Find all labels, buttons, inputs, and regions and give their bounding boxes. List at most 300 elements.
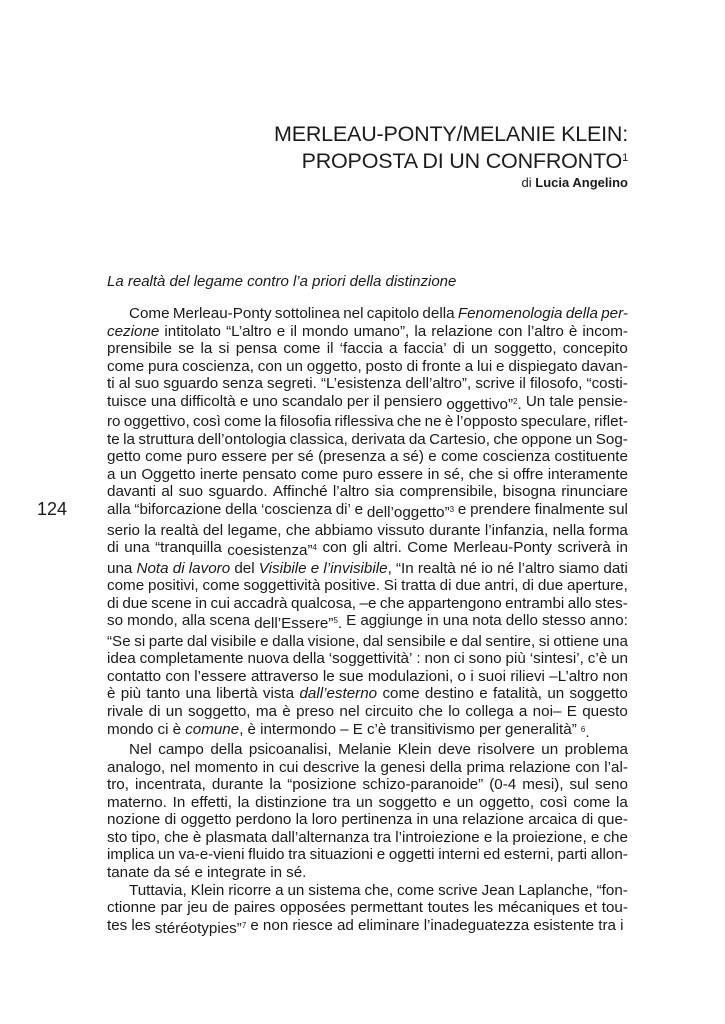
word: come (441, 448, 479, 466)
word: libertà (216, 685, 258, 703)
word: Laplanche, (518, 881, 593, 899)
word: è (247, 720, 256, 738)
word: un (287, 881, 305, 899)
word: cui (210, 594, 230, 612)
word: suo (178, 483, 204, 501)
word: è (192, 828, 202, 846)
word: di (452, 340, 465, 358)
word: tra (332, 793, 351, 811)
word: uno (252, 392, 278, 410)
word: io (481, 559, 493, 577)
word: visione, (307, 632, 360, 650)
article-title (274, 122, 628, 173)
word: come (107, 577, 145, 595)
word: come (202, 577, 240, 595)
footnote-ref: 5 (333, 616, 338, 626)
word: coscienza (482, 448, 551, 466)
word: riflessiva (334, 413, 394, 431)
word: dell’Essere”$^5$. (254, 615, 343, 633)
word: speculare, (520, 413, 591, 431)
word: tra (373, 828, 392, 846)
word: come (382, 685, 420, 703)
text-line (107, 448, 628, 466)
text-line (107, 633, 628, 651)
word: al (161, 483, 174, 501)
word: dall’esterno (299, 685, 378, 703)
word: suoi (478, 667, 506, 685)
word: un (286, 357, 303, 375)
word: attraverso (250, 667, 319, 685)
word: sue (339, 667, 364, 685)
word: costituente (554, 448, 628, 466)
word: que- (597, 811, 628, 829)
word: tro, (107, 776, 129, 794)
word: pensiero (383, 392, 443, 410)
word: allon- (590, 846, 628, 864)
word: rinunciare (561, 483, 628, 501)
word: campo (158, 741, 204, 759)
byline (274, 175, 628, 190)
word: e (310, 559, 320, 577)
word: E (566, 703, 577, 721)
word: c’è (366, 720, 387, 738)
text-line (107, 577, 628, 595)
word: lavoro (188, 559, 231, 577)
word: E (346, 612, 357, 630)
word: Un (525, 392, 546, 410)
word: mondo (107, 720, 154, 738)
text-line (107, 668, 628, 686)
word: un (157, 846, 175, 864)
word: della (422, 305, 455, 322)
word: serio (107, 521, 140, 539)
word: che (418, 703, 443, 721)
word: Visibile (258, 559, 307, 577)
word: l’altro (518, 559, 555, 577)
word: oggetto, (306, 357, 362, 375)
word: la (496, 828, 509, 846)
word: per (346, 392, 369, 410)
word: oggettivo, (123, 413, 190, 431)
article-header (274, 122, 628, 190)
word: oggetto (180, 811, 232, 829)
word: come (145, 448, 183, 466)
text-line (107, 393, 628, 414)
word: ti (107, 375, 115, 393)
byline-prefix: di (521, 175, 532, 190)
word: da (408, 430, 426, 448)
word: Cartesio, (429, 430, 490, 448)
word: distinzione (255, 793, 327, 811)
word: comprensibile, (399, 483, 498, 501)
word: non (424, 650, 450, 668)
word: generalità” (505, 720, 577, 738)
footnote-ref: 2 (513, 396, 518, 406)
word: tes (107, 916, 128, 934)
word: la (414, 322, 427, 340)
word: rilievi (510, 667, 545, 685)
word: arcaica (528, 811, 578, 829)
text-line (107, 305, 628, 323)
word: effetti, (190, 793, 233, 811)
word: deve (438, 741, 471, 759)
word: non (602, 667, 628, 685)
word: se (178, 340, 195, 358)
word: un (547, 685, 565, 703)
word: coscienza, (182, 357, 254, 375)
word: dall’alternanza (271, 828, 370, 846)
word: dati (603, 559, 628, 577)
text-line (107, 560, 628, 578)
word: abbiamo (314, 521, 373, 539)
word: sé, (443, 465, 465, 483)
text-line (107, 794, 628, 812)
word: Merleau-Ponty (453, 539, 553, 557)
word: un (355, 793, 373, 811)
word: così (192, 413, 221, 431)
word: – (340, 720, 349, 738)
text-line (107, 917, 628, 938)
word: il (519, 375, 526, 393)
word: Merleau-Ponty (172, 305, 272, 322)
word: interni (438, 846, 480, 864)
word: come (283, 340, 321, 358)
word: bisogna (502, 483, 556, 501)
word: ed (483, 846, 501, 864)
word: è (172, 720, 182, 738)
word: ad (336, 916, 354, 934)
word: e (496, 357, 505, 375)
word: incom- (582, 322, 628, 340)
word: relazione (462, 811, 524, 829)
word: pensa (235, 340, 278, 358)
word: altri. (373, 539, 402, 557)
word: relazione (431, 322, 493, 340)
word: “Se (107, 632, 131, 650)
word: “posizione (287, 776, 357, 794)
word: la (144, 521, 157, 539)
word: scriverà (557, 539, 611, 557)
word: accadrà (233, 594, 288, 612)
word: –e (359, 594, 377, 612)
word: plasmata (205, 828, 268, 846)
word: e (479, 685, 488, 703)
word: tuisce (107, 392, 147, 410)
word: de (212, 899, 230, 917)
word: l’altro (527, 322, 564, 340)
word: che (603, 828, 628, 846)
paragraph (107, 882, 628, 938)
word: “L’esistenza (321, 375, 402, 393)
word: stes- (594, 594, 628, 612)
word: ‘soggettività’ (328, 650, 413, 668)
word: soggetto (378, 793, 437, 811)
text-line (107, 864, 628, 882)
word: un (119, 465, 137, 483)
word: soggetto, (188, 703, 251, 721)
word: c’è (587, 650, 608, 668)
word: struttura (138, 430, 195, 448)
word: incentrata, (134, 776, 206, 794)
word: tratta (401, 577, 436, 595)
word: par (160, 899, 183, 917)
word: sguardo (163, 375, 219, 393)
word: getto (107, 448, 141, 466)
word: “costi- (586, 375, 628, 393)
word: che (493, 430, 518, 448)
word: come (107, 357, 145, 375)
word: sistema (308, 881, 361, 899)
word: siamo (558, 559, 600, 577)
text-line (107, 501, 628, 522)
word: paires (233, 899, 276, 917)
text-line (107, 650, 628, 668)
text-line (107, 466, 628, 484)
word: circuito (365, 703, 414, 721)
word: di (107, 594, 119, 612)
word: e (260, 632, 269, 650)
word: per (478, 720, 501, 738)
word: una (185, 685, 211, 703)
word: si (538, 632, 550, 650)
text-line (107, 483, 628, 501)
text-line (107, 612, 628, 633)
word: permettant (350, 899, 424, 917)
word: scrive (475, 375, 515, 393)
word: soggetto, (494, 340, 557, 358)
word: sono (468, 650, 502, 668)
word: in (616, 539, 628, 557)
word: dispiegato (508, 357, 578, 375)
word: l’introiezione (395, 828, 480, 846)
word: sé (297, 448, 314, 466)
word: prensibile (107, 340, 173, 358)
text-line (107, 759, 628, 777)
title-line-1: MERLEAU-PONTY/MELANIE KLEIN: (273, 122, 628, 146)
word: della (292, 650, 325, 668)
word: e (428, 448, 437, 466)
word: e (376, 846, 386, 864)
text-line (107, 811, 628, 829)
text-line (107, 721, 628, 742)
word: esistente (533, 916, 595, 934)
word: mécaniques (497, 899, 580, 917)
word: oggetti (388, 846, 435, 864)
word: materno. (107, 793, 167, 811)
word: un (541, 741, 559, 759)
word: ‘sintesi’, (529, 650, 584, 668)
word: della (565, 305, 598, 322)
word: rivale (107, 703, 144, 721)
word: due (122, 594, 148, 612)
word: del (202, 521, 224, 539)
text-line (107, 375, 628, 393)
text-line (107, 358, 628, 376)
word: fatalità, (493, 685, 542, 703)
word: implica (107, 846, 155, 864)
word: les (131, 916, 151, 934)
word: di’ (335, 501, 351, 519)
word: qualcosa, (291, 594, 357, 612)
page-number: 124 (37, 499, 68, 519)
word: con (575, 758, 600, 776)
word: e (483, 828, 493, 846)
word: o (457, 667, 466, 685)
word: tanto (146, 685, 181, 703)
text-line (107, 431, 628, 449)
word: nozione (107, 811, 161, 829)
word: una (150, 392, 177, 410)
word: tanate (107, 863, 150, 881)
word: i (470, 667, 474, 685)
word: tipo, (131, 828, 161, 846)
word: integrate (207, 863, 267, 881)
word: relazione (508, 758, 571, 776)
word: più (505, 650, 526, 668)
word: sguardo. (208, 483, 268, 501)
word: pura (147, 357, 179, 375)
word: è (107, 685, 116, 703)
word: oppone (521, 430, 572, 448)
word: riesce (292, 916, 333, 934)
word: suo (134, 375, 160, 393)
word: loro (311, 811, 338, 829)
word: fluido (248, 846, 285, 864)
word: perdono (235, 811, 292, 829)
text-line (107, 340, 628, 358)
word: completamente (139, 650, 244, 668)
word: vissuto (377, 521, 425, 539)
word: un (611, 650, 628, 668)
word: preso (296, 703, 335, 721)
word: aggiunge (360, 612, 423, 630)
word: pensato (242, 465, 297, 483)
word: a (389, 448, 399, 466)
word: come (224, 413, 262, 431)
word: mondo, (127, 612, 178, 630)
word: a (464, 357, 474, 375)
word: classica, (289, 430, 348, 448)
word: ma (255, 703, 277, 721)
word: aperture, (567, 577, 628, 595)
word: e (354, 501, 364, 519)
word: una (432, 811, 458, 829)
word: mesi), (522, 776, 564, 794)
word: nel (343, 305, 364, 322)
word: proiezione, (512, 828, 587, 846)
word: tale (549, 392, 574, 410)
word: della (210, 741, 243, 759)
word: si (134, 632, 146, 650)
word: seno (594, 776, 628, 794)
word: coesistenza”$^4$ (227, 542, 317, 560)
word: sottolinea (274, 305, 340, 322)
word: dello (505, 612, 538, 630)
word: un (165, 703, 183, 721)
word: dal (187, 632, 208, 650)
text-line (107, 899, 628, 917)
word: la (264, 413, 277, 431)
word: con (497, 322, 523, 340)
word: Melanie (338, 741, 392, 759)
paragraph (107, 305, 628, 741)
word: la (237, 793, 250, 811)
word: l’opposto (456, 413, 518, 431)
word: ottiene (553, 632, 599, 650)
word: : (416, 650, 421, 668)
word: nella (552, 521, 585, 539)
word: E (352, 720, 363, 738)
footnote-ref: 6 (580, 724, 586, 734)
word: che (396, 413, 422, 431)
word: Fenomenologia (457, 305, 563, 322)
word: intermondo (260, 720, 337, 738)
word: con (322, 539, 347, 557)
word: destino (424, 685, 474, 703)
word: che (379, 594, 405, 612)
word: schizo-paranoide” (362, 776, 484, 794)
word: antri, (484, 577, 519, 595)
text-line (107, 595, 628, 613)
word: anno: (589, 612, 628, 630)
word: pensie- (578, 392, 628, 410)
word: sentire, (485, 632, 536, 650)
word: né (460, 559, 477, 577)
section-heading: La realtà del legame contro l’a priori della distinzione (107, 273, 457, 290)
word: puro (186, 448, 218, 466)
word: della (225, 501, 258, 519)
word: e (250, 916, 259, 934)
word: in (195, 594, 208, 612)
word: l’invisibile, (323, 559, 392, 577)
word: stesso (541, 612, 586, 630)
word: per (271, 448, 294, 466)
text-line (107, 741, 628, 759)
text-line (107, 846, 628, 864)
word: puro (342, 465, 373, 483)
word: la (616, 793, 628, 811)
word: l’inadeguatezza (423, 916, 530, 934)
footnote-ref: 7 (241, 920, 247, 930)
word: essere (221, 448, 267, 466)
text-line (107, 882, 628, 900)
word: vista (262, 685, 295, 703)
word: dell’ontologia (197, 430, 287, 448)
word: è (282, 703, 291, 721)
word: e (239, 392, 249, 410)
text-line (107, 685, 628, 703)
word: a (275, 881, 284, 899)
title-line-2-text: PROPOSTA DI UN CONFRONTO (301, 149, 623, 173)
word: mondo (302, 322, 349, 340)
word: te (107, 430, 120, 448)
word: il (326, 340, 334, 358)
word: un (456, 793, 474, 811)
word: concepito (562, 340, 628, 358)
word: scene (151, 594, 192, 612)
word: sul (608, 501, 628, 519)
word: Oggetto (141, 465, 196, 483)
word: intitolato (164, 322, 221, 340)
word: lui (477, 357, 493, 375)
word: Nota (136, 559, 169, 577)
word: di (148, 703, 161, 721)
word: sé. (286, 863, 307, 881)
word: senza (222, 375, 263, 393)
text-line (107, 703, 628, 721)
word: contatto (107, 667, 162, 685)
word: “In (395, 559, 414, 577)
